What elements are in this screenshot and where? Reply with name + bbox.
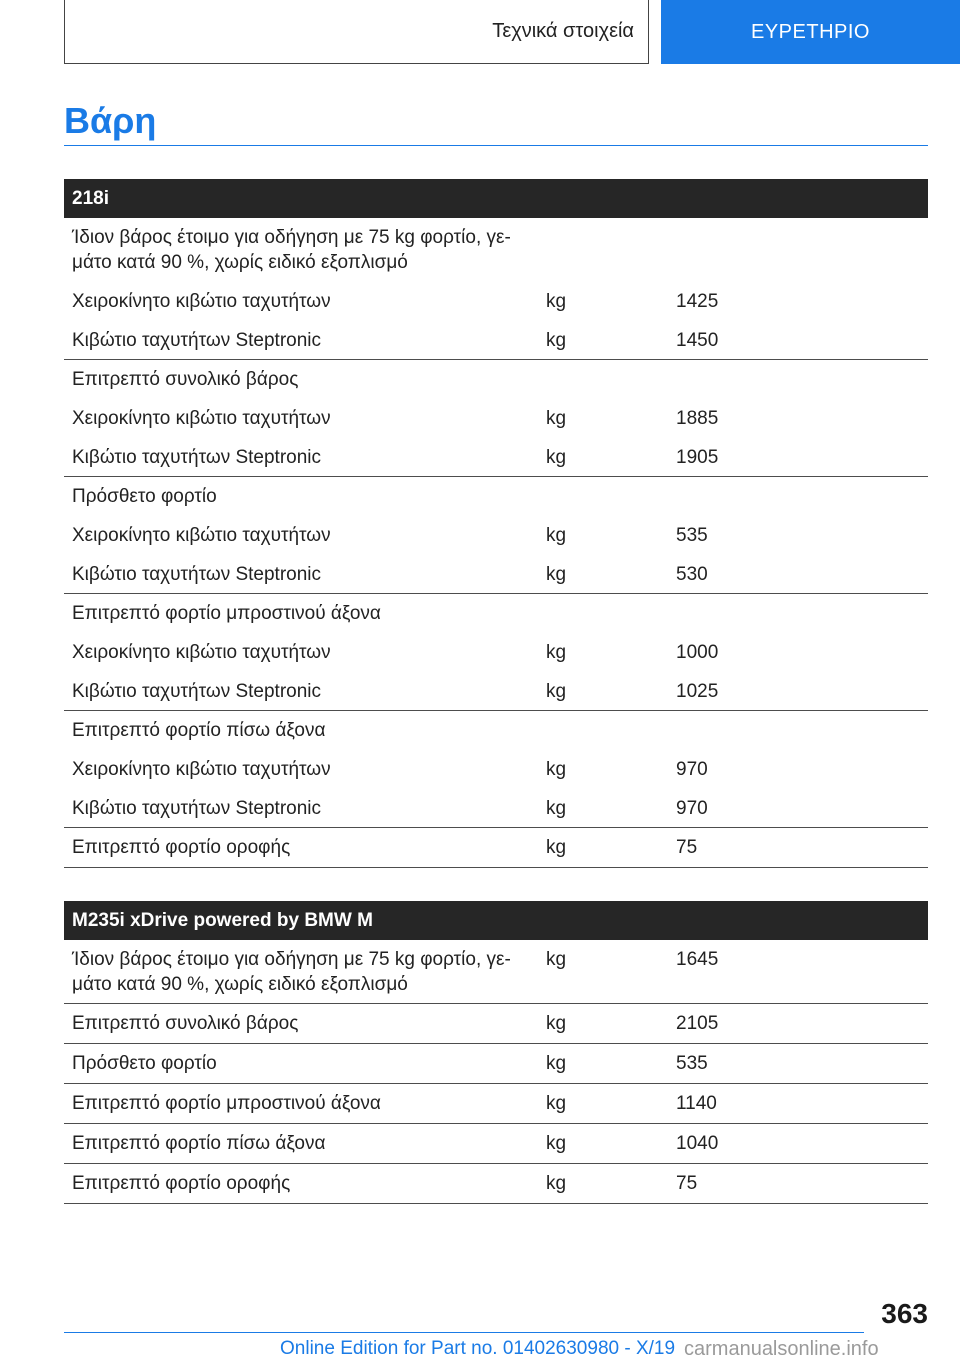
row-value: 75 bbox=[676, 837, 698, 858]
edition-footer: Online Edition for Part no. 01402630980 - X/19 bbox=[280, 1338, 676, 1359]
row-unit: kg bbox=[546, 1173, 567, 1194]
row-value bbox=[668, 484, 928, 516]
index-tab-label: ΕΥΡΕΤΗΡΙΟ bbox=[751, 20, 870, 43]
table-body bbox=[64, 940, 928, 1204]
row-label: Κιβώτιο ταχυτήτων Steptronic bbox=[72, 564, 322, 585]
row-value: 1000 bbox=[676, 642, 719, 663]
row-value: 970 bbox=[676, 759, 708, 780]
table-row bbox=[64, 477, 928, 516]
table-row bbox=[64, 282, 928, 321]
row-value: 530 bbox=[676, 564, 708, 585]
page-number: 363 bbox=[881, 1298, 928, 1329]
page-title: Βάρη bbox=[64, 100, 157, 141]
row-label: Επιτρεπτό φορτίο οροφής bbox=[72, 837, 291, 858]
row-label: Επιτρεπτό φορτίο πίσω άξονα bbox=[72, 1133, 326, 1154]
row-value: 1905 bbox=[676, 447, 719, 468]
title-divider bbox=[64, 145, 928, 146]
row-label: Χειροκίνητο κιβώτιο ταχυτήτων bbox=[72, 408, 331, 429]
row-unit bbox=[540, 367, 668, 399]
table-row bbox=[64, 633, 928, 672]
row-value: 1450 bbox=[676, 330, 719, 351]
table-row bbox=[64, 218, 928, 282]
row-value: 1025 bbox=[676, 681, 719, 702]
weights-table-218i bbox=[64, 179, 928, 868]
table-row bbox=[64, 594, 928, 633]
row-label: Επιτρεπτό φορτίο μπροστινού άξονα bbox=[72, 1093, 381, 1114]
row-unit: kg bbox=[546, 681, 567, 702]
row-label: Επιτρεπτό φορτίο μπροστινού άξονα bbox=[72, 603, 381, 624]
table-row bbox=[64, 321, 928, 360]
row-value: 2105 bbox=[676, 1013, 719, 1034]
footer-divider bbox=[64, 1332, 864, 1333]
weights-table-m235i bbox=[64, 901, 928, 1204]
row-unit: kg bbox=[546, 798, 567, 819]
table-row bbox=[64, 1124, 928, 1164]
row-label: Ίδιον βάρος έτοιμο για οδήγηση με 75 kg φορτίο, γε- μάτο κατά 90 %, χωρίς ειδικό εξοπλισμό bbox=[72, 949, 511, 995]
row-unit: kg bbox=[546, 1053, 567, 1074]
table-row bbox=[64, 555, 928, 594]
row-value: 1140 bbox=[676, 1093, 717, 1114]
index-tab[interactable] bbox=[661, 0, 960, 64]
row-value: 1425 bbox=[676, 291, 719, 312]
table-header: 218i bbox=[64, 179, 928, 218]
section-tab-label: Τεχνικά στοιχεία bbox=[492, 20, 634, 42]
row-unit: kg bbox=[546, 759, 567, 780]
table-row bbox=[64, 940, 928, 1004]
table-row bbox=[64, 438, 928, 477]
row-label: Χειροκίνητο κιβώτιο ταχυτήτων bbox=[72, 291, 331, 312]
table-body bbox=[64, 218, 928, 868]
table-row bbox=[64, 828, 928, 868]
row-unit: kg bbox=[546, 642, 567, 663]
row-value: 1885 bbox=[676, 408, 719, 429]
row-unit: kg bbox=[546, 564, 567, 585]
section-tab[interactable] bbox=[64, 0, 649, 64]
row-label: Επιτρεπτό φορτίο πίσω άξονα bbox=[72, 720, 326, 741]
watermark: carmanualsonline.info bbox=[684, 1338, 879, 1360]
table-row bbox=[64, 516, 928, 555]
table-row bbox=[64, 1164, 928, 1204]
table-row bbox=[64, 399, 928, 438]
table-header: M235i xDrive powered by BMW M bbox=[64, 901, 928, 940]
row-unit bbox=[540, 484, 668, 516]
row-label: Ίδιον βάρος έτοιμο για οδήγηση με 75 kg φορτίο, γε- μάτο κατά 90 %, χωρίς ειδικό εξοπλισμό bbox=[72, 227, 511, 273]
row-unit: kg bbox=[546, 1133, 567, 1154]
row-label: Επιτρεπτό φορτίο οροφής bbox=[72, 1173, 291, 1194]
row-label: Χειροκίνητο κιβώτιο ταχυτήτων bbox=[72, 642, 331, 663]
row-unit bbox=[540, 718, 668, 750]
row-unit: kg bbox=[546, 447, 567, 468]
row-unit: kg bbox=[546, 291, 567, 312]
row-unit: kg bbox=[546, 949, 567, 970]
row-value bbox=[668, 718, 928, 750]
table-row bbox=[64, 789, 928, 828]
row-unit bbox=[540, 601, 668, 633]
row-unit: kg bbox=[546, 1093, 567, 1114]
row-value: 75 bbox=[676, 1173, 698, 1194]
row-unit: kg bbox=[546, 408, 567, 429]
row-label: Επιτρεπτό συνολικό βάρος bbox=[72, 369, 299, 390]
row-value: 970 bbox=[676, 798, 708, 819]
row-value bbox=[668, 367, 928, 399]
row-value: 535 bbox=[676, 1053, 708, 1074]
row-value bbox=[668, 601, 928, 633]
row-value: 1645 bbox=[676, 949, 719, 970]
table-row bbox=[64, 750, 928, 789]
row-unit bbox=[540, 225, 668, 282]
table-row bbox=[64, 711, 928, 750]
row-label: Κιβώτιο ταχυτήτων Steptronic bbox=[72, 681, 322, 702]
table-row bbox=[64, 1044, 928, 1084]
row-unit: kg bbox=[546, 330, 567, 351]
row-unit: kg bbox=[546, 837, 567, 858]
row-value: 535 bbox=[676, 525, 708, 546]
table-row bbox=[64, 1004, 928, 1044]
row-unit: kg bbox=[546, 525, 567, 546]
row-label: Χειροκίνητο κιβώτιο ταχυτήτων bbox=[72, 525, 331, 546]
row-label: Χειροκίνητο κιβώτιο ταχυτήτων bbox=[72, 759, 331, 780]
row-value bbox=[668, 225, 928, 282]
row-label: Κιβώτιο ταχυτήτων Steptronic bbox=[72, 798, 322, 819]
row-value: 1040 bbox=[676, 1133, 719, 1154]
row-label: Κιβώτιο ταχυτήτων Steptronic bbox=[72, 447, 322, 468]
table-row bbox=[64, 1084, 928, 1124]
row-label: Κιβώτιο ταχυτήτων Steptronic bbox=[72, 330, 322, 351]
table-row bbox=[64, 672, 928, 711]
table-row bbox=[64, 360, 928, 399]
row-label: Πρόσθετο φορτίο bbox=[72, 1053, 217, 1074]
row-unit: kg bbox=[546, 1013, 567, 1034]
row-label: Πρόσθετο φορτίο bbox=[72, 486, 217, 507]
row-label: Επιτρεπτό συνολικό βάρος bbox=[72, 1013, 299, 1034]
